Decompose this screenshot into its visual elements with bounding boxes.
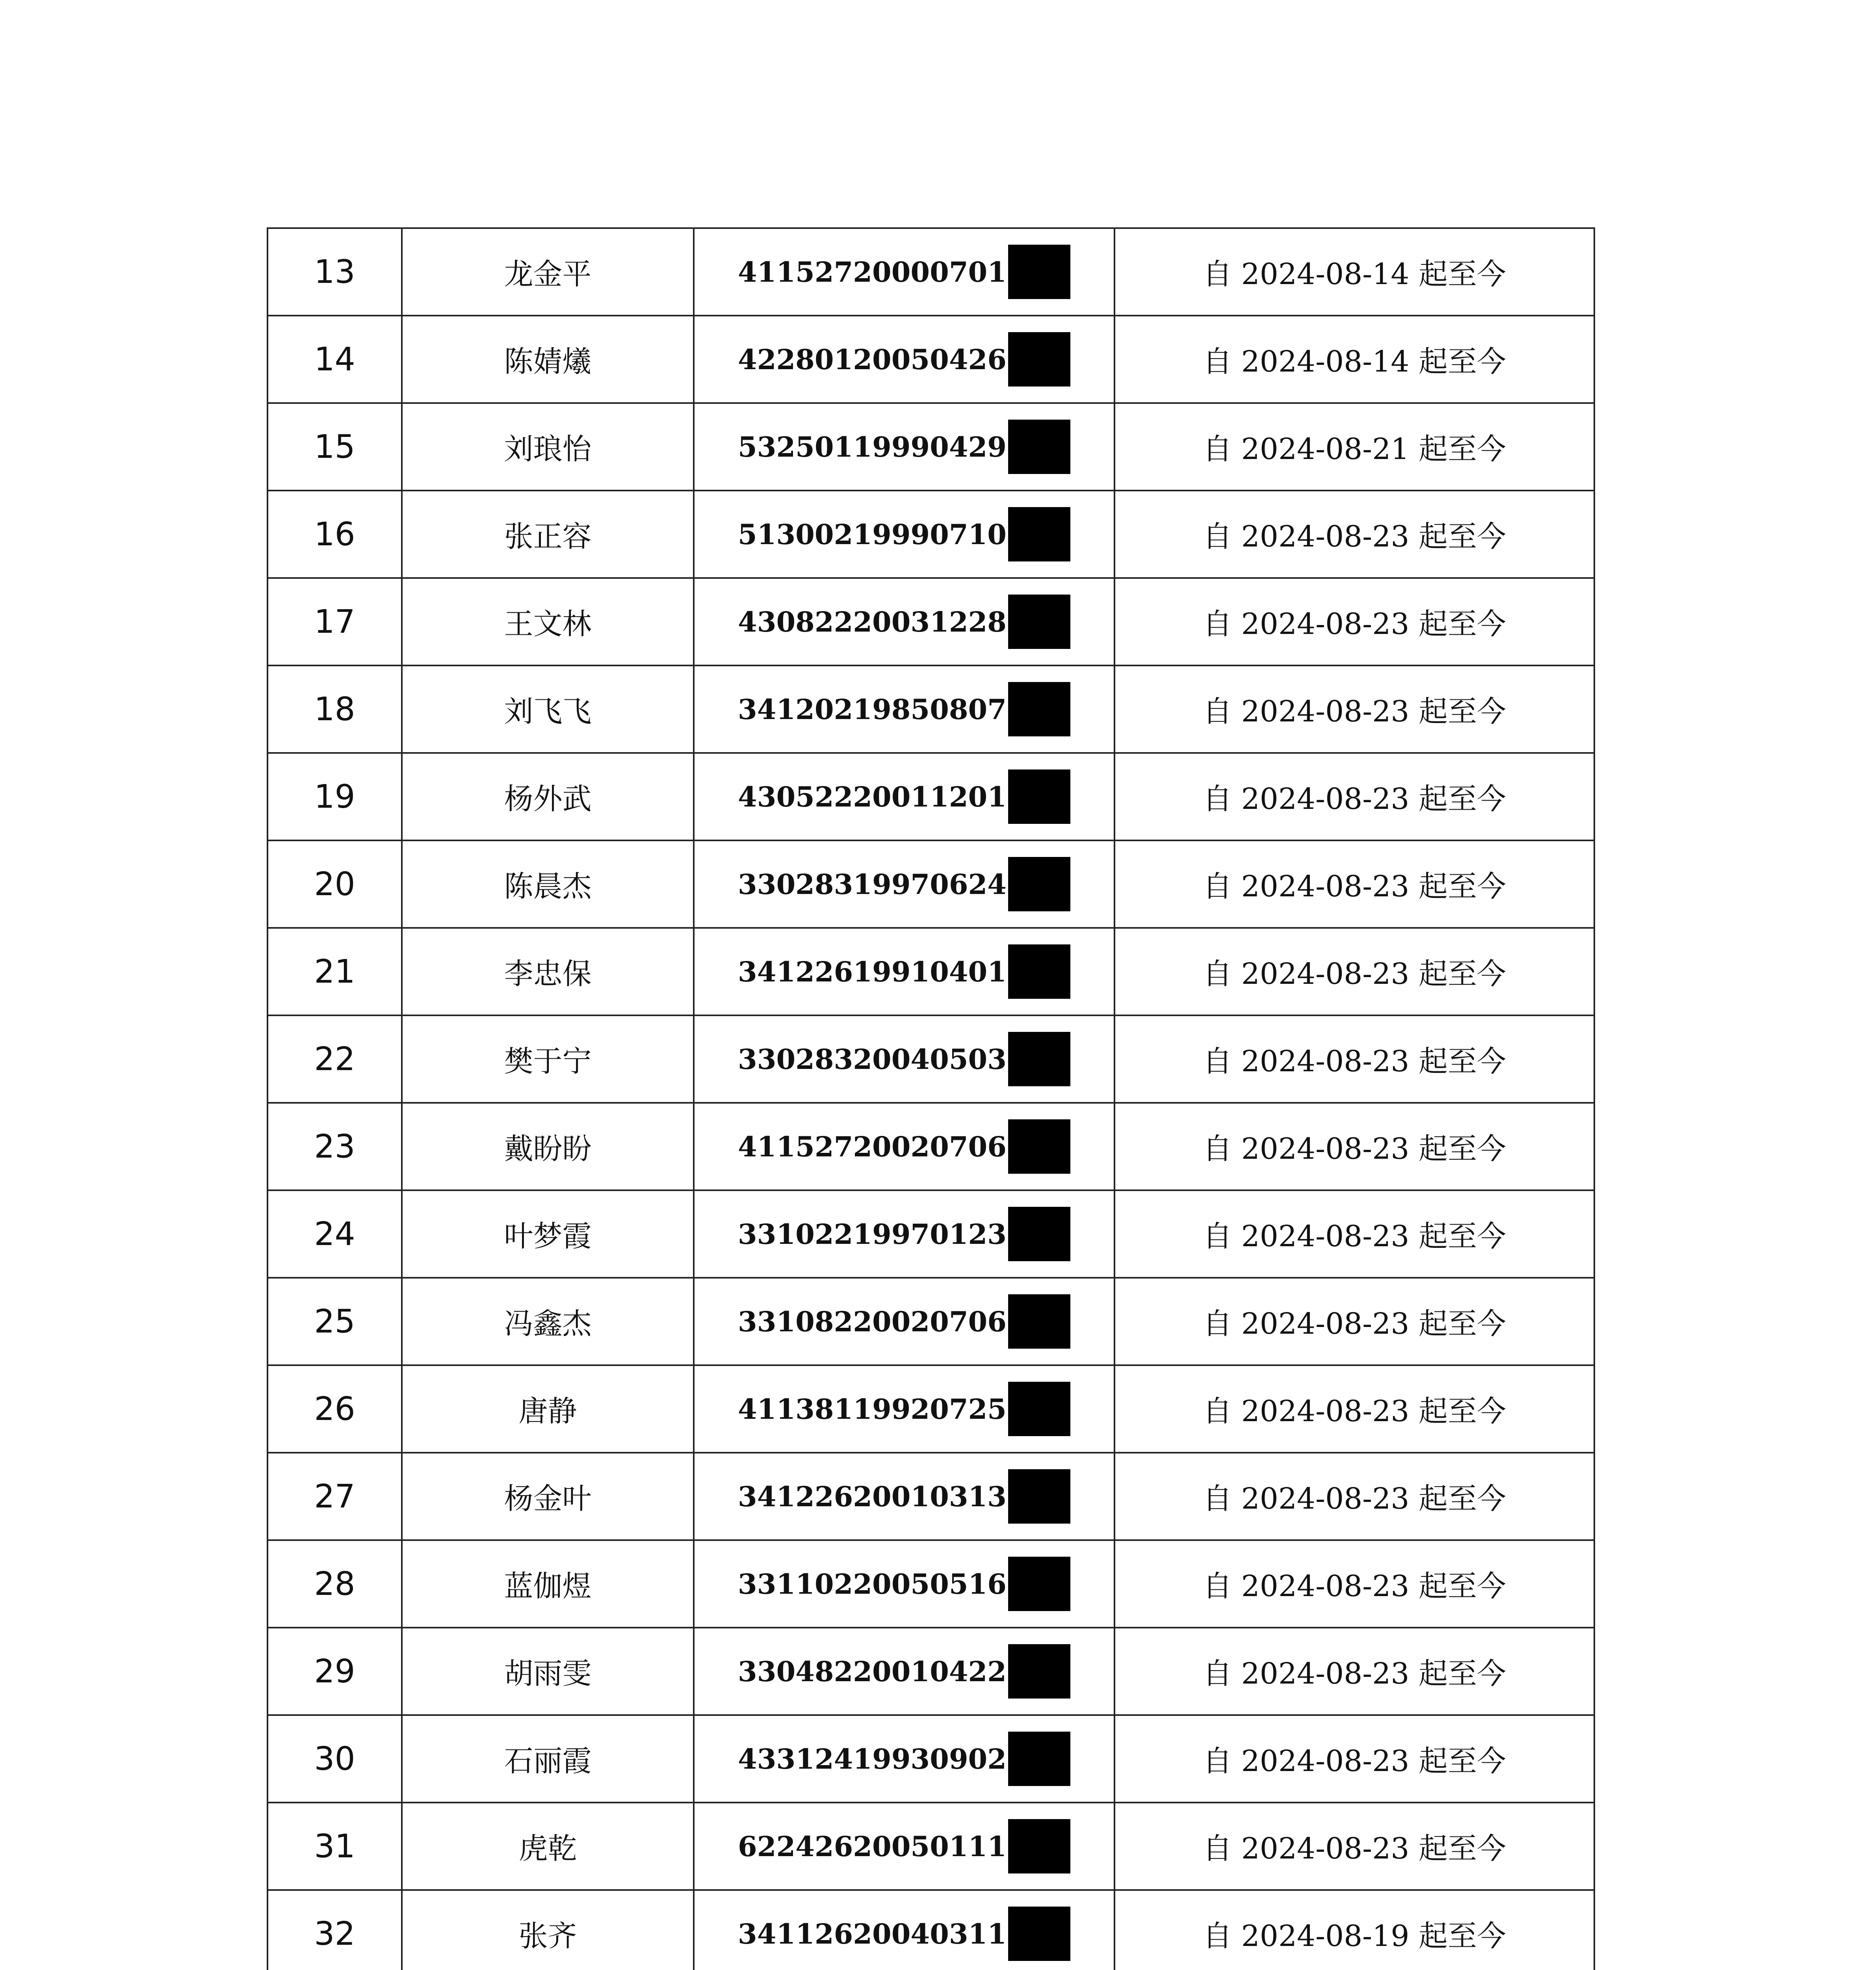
redaction-block [1008, 1907, 1070, 1961]
table-row [267, 578, 1594, 665]
person-name: 龙金平 [402, 228, 694, 316]
id-number: 34122619910401 [738, 955, 1007, 988]
row-number: 22 [267, 1015, 402, 1103]
row-number: 17 [267, 578, 402, 665]
id-number: 33028320040503 [738, 1043, 1007, 1076]
id-number-wrapper [738, 1469, 1070, 1524]
employment-period: 自 2024-08-23 起至今 [1114, 578, 1594, 665]
id-number: 34112620040311 [738, 1917, 1007, 1950]
id-number-cell [694, 228, 1114, 316]
id-number: 41152720000701 [738, 255, 1007, 288]
id-number-wrapper [738, 1644, 1070, 1699]
redaction-block [1008, 1382, 1070, 1436]
row-number: 16 [267, 491, 402, 578]
id-number: 33102219970123 [738, 1217, 1007, 1251]
id-number-wrapper [738, 507, 1070, 561]
table-row [267, 840, 1594, 928]
table-row [267, 1453, 1594, 1540]
employment-period: 自 2024-08-14 起至今 [1114, 316, 1594, 403]
table-row [267, 1278, 1594, 1365]
employment-period: 自 2024-08-23 起至今 [1114, 665, 1594, 753]
id-number-cell [694, 491, 1114, 578]
row-number: 21 [267, 928, 402, 1015]
person-name: 樊于宁 [402, 1015, 694, 1103]
id-number-wrapper [738, 857, 1070, 911]
id-number-cell [694, 1628, 1114, 1715]
employment-period: 自 2024-08-14 起至今 [1114, 228, 1594, 316]
employment-period: 自 2024-08-23 起至今 [1114, 753, 1594, 840]
redaction-block [1008, 507, 1070, 561]
row-number: 26 [267, 1365, 402, 1453]
id-number: 62242620050111 [738, 1830, 1007, 1863]
person-name: 陈婧爔 [402, 316, 694, 403]
redaction-block [1008, 1294, 1070, 1349]
id-number-wrapper [738, 1557, 1070, 1611]
id-number-wrapper [738, 1207, 1070, 1261]
id-number-cell [694, 1453, 1114, 1540]
redaction-block [1008, 1469, 1070, 1524]
id-number-wrapper [738, 1119, 1070, 1174]
id-number: 43082220031228 [738, 605, 1007, 638]
person-name: 蓝伽煜 [402, 1540, 694, 1628]
table-row [267, 1365, 1594, 1453]
id-number-cell [694, 316, 1114, 403]
row-number: 30 [267, 1715, 402, 1803]
employment-period: 自 2024-08-21 起至今 [1114, 403, 1594, 491]
redaction-block [1008, 1119, 1070, 1174]
row-number: 28 [267, 1540, 402, 1628]
id-number-wrapper [738, 1819, 1070, 1873]
id-number-wrapper [738, 1732, 1070, 1786]
id-number-cell [694, 1890, 1114, 1970]
id-number-wrapper [738, 332, 1070, 387]
id-number: 51300219990710 [738, 518, 1007, 551]
person-name: 冯鑫杰 [402, 1278, 694, 1365]
redaction-block [1008, 332, 1070, 387]
table-row [267, 228, 1594, 316]
redaction-block [1008, 769, 1070, 824]
person-name: 胡雨雯 [402, 1628, 694, 1715]
id-number: 33108220020706 [738, 1305, 1007, 1338]
row-number: 32 [267, 1890, 402, 1970]
employment-period: 自 2024-08-23 起至今 [1114, 840, 1594, 928]
redaction-block [1008, 1207, 1070, 1261]
id-number-wrapper [738, 944, 1070, 999]
row-number: 29 [267, 1628, 402, 1715]
employment-period: 自 2024-08-23 起至今 [1114, 1103, 1594, 1190]
table-row [267, 491, 1594, 578]
row-number: 15 [267, 403, 402, 491]
employment-period: 自 2024-08-23 起至今 [1114, 1628, 1594, 1715]
employment-period: 自 2024-08-23 起至今 [1114, 1365, 1594, 1453]
table-row [267, 1103, 1594, 1190]
id-number-wrapper [738, 769, 1070, 824]
table-row [267, 665, 1594, 753]
employment-period: 自 2024-08-23 起至今 [1114, 1278, 1594, 1365]
employment-period: 自 2024-08-23 起至今 [1114, 928, 1594, 1015]
id-number-cell [694, 665, 1114, 753]
id-number: 41138119920725 [738, 1392, 1007, 1425]
redaction-block [1008, 420, 1070, 474]
id-number-wrapper [738, 1907, 1070, 1961]
id-number-cell [694, 1803, 1114, 1890]
id-number-cell [694, 1365, 1114, 1453]
redaction-block [1008, 1819, 1070, 1873]
id-number-cell [694, 1715, 1114, 1803]
person-name: 张正容 [402, 491, 694, 578]
id-number-wrapper [738, 245, 1070, 299]
employment-period: 自 2024-08-23 起至今 [1114, 491, 1594, 578]
roster-table [267, 227, 1595, 1970]
employment-period: 自 2024-08-23 起至今 [1114, 1715, 1594, 1803]
id-number-wrapper [738, 595, 1070, 649]
person-name: 唐静 [402, 1365, 694, 1453]
table-row [267, 1540, 1594, 1628]
id-number: 43052220011201 [738, 780, 1007, 813]
employment-period: 自 2024-08-23 起至今 [1114, 1015, 1594, 1103]
id-number-cell [694, 1103, 1114, 1190]
person-name: 刘琅怡 [402, 403, 694, 491]
row-number: 24 [267, 1190, 402, 1278]
person-name: 石丽霞 [402, 1715, 694, 1803]
redaction-block [1008, 944, 1070, 999]
row-number: 27 [267, 1453, 402, 1540]
id-number-cell [694, 1190, 1114, 1278]
table-row [267, 1890, 1594, 1970]
id-number: 53250119990429 [738, 430, 1007, 463]
id-number: 33048220010422 [738, 1655, 1007, 1688]
redaction-block [1008, 595, 1070, 649]
person-name: 李忠保 [402, 928, 694, 1015]
row-number: 13 [267, 228, 402, 316]
person-name: 陈晨杰 [402, 840, 694, 928]
employment-period: 自 2024-08-23 起至今 [1114, 1803, 1594, 1890]
row-number: 19 [267, 753, 402, 840]
id-number: 34122620010313 [738, 1480, 1007, 1513]
id-number: 33110220050516 [738, 1567, 1007, 1600]
id-number: 42280120050426 [738, 343, 1007, 376]
id-number: 41152720020706 [738, 1130, 1007, 1163]
row-number: 20 [267, 840, 402, 928]
table-row [267, 1190, 1594, 1278]
row-number: 18 [267, 665, 402, 753]
row-number: 14 [267, 316, 402, 403]
id-number-cell [694, 840, 1114, 928]
id-number-cell [694, 753, 1114, 840]
redaction-block [1008, 1644, 1070, 1699]
redaction-block [1008, 245, 1070, 299]
id-number: 33028319970624 [738, 868, 1007, 901]
id-number-cell [694, 403, 1114, 491]
redaction-block [1008, 1032, 1070, 1086]
person-name: 戴盼盼 [402, 1103, 694, 1190]
person-name: 刘飞飞 [402, 665, 694, 753]
id-number-wrapper [738, 1382, 1070, 1436]
person-name: 叶梦霞 [402, 1190, 694, 1278]
id-number-wrapper [738, 420, 1070, 474]
redaction-block [1008, 1557, 1070, 1611]
person-name: 虎乾 [402, 1803, 694, 1890]
employment-period: 自 2024-08-23 起至今 [1114, 1453, 1594, 1540]
id-number-wrapper [738, 1294, 1070, 1349]
id-number-cell [694, 1015, 1114, 1103]
table-row [267, 1015, 1594, 1103]
table-row [267, 753, 1594, 840]
id-number-cell [694, 1278, 1114, 1365]
table-row [267, 928, 1594, 1015]
table-row [267, 316, 1594, 403]
table-row [267, 1715, 1594, 1803]
id-number-cell [694, 578, 1114, 665]
person-name: 杨金叶 [402, 1453, 694, 1540]
employment-period: 自 2024-08-19 起至今 [1114, 1890, 1594, 1970]
id-number-cell [694, 928, 1114, 1015]
id-number: 34120219850807 [738, 693, 1007, 726]
row-number: 31 [267, 1803, 402, 1890]
row-number: 23 [267, 1103, 402, 1190]
person-name: 王文林 [402, 578, 694, 665]
redaction-block [1008, 857, 1070, 911]
id-number-cell [694, 1540, 1114, 1628]
row-number: 25 [267, 1278, 402, 1365]
id-number-wrapper [738, 1032, 1070, 1086]
id-number: 43312419930902 [738, 1742, 1007, 1775]
table-row [267, 403, 1594, 491]
person-name: 张齐 [402, 1890, 694, 1970]
person-name: 杨外武 [402, 753, 694, 840]
table-row [267, 1628, 1594, 1715]
table-row [267, 1803, 1594, 1890]
id-number-wrapper [738, 682, 1070, 736]
employment-period: 自 2024-08-23 起至今 [1114, 1540, 1594, 1628]
employment-period: 自 2024-08-23 起至今 [1114, 1190, 1594, 1278]
roster-table-body [267, 228, 1594, 1970]
redaction-block [1008, 1732, 1070, 1786]
redaction-block [1008, 682, 1070, 736]
